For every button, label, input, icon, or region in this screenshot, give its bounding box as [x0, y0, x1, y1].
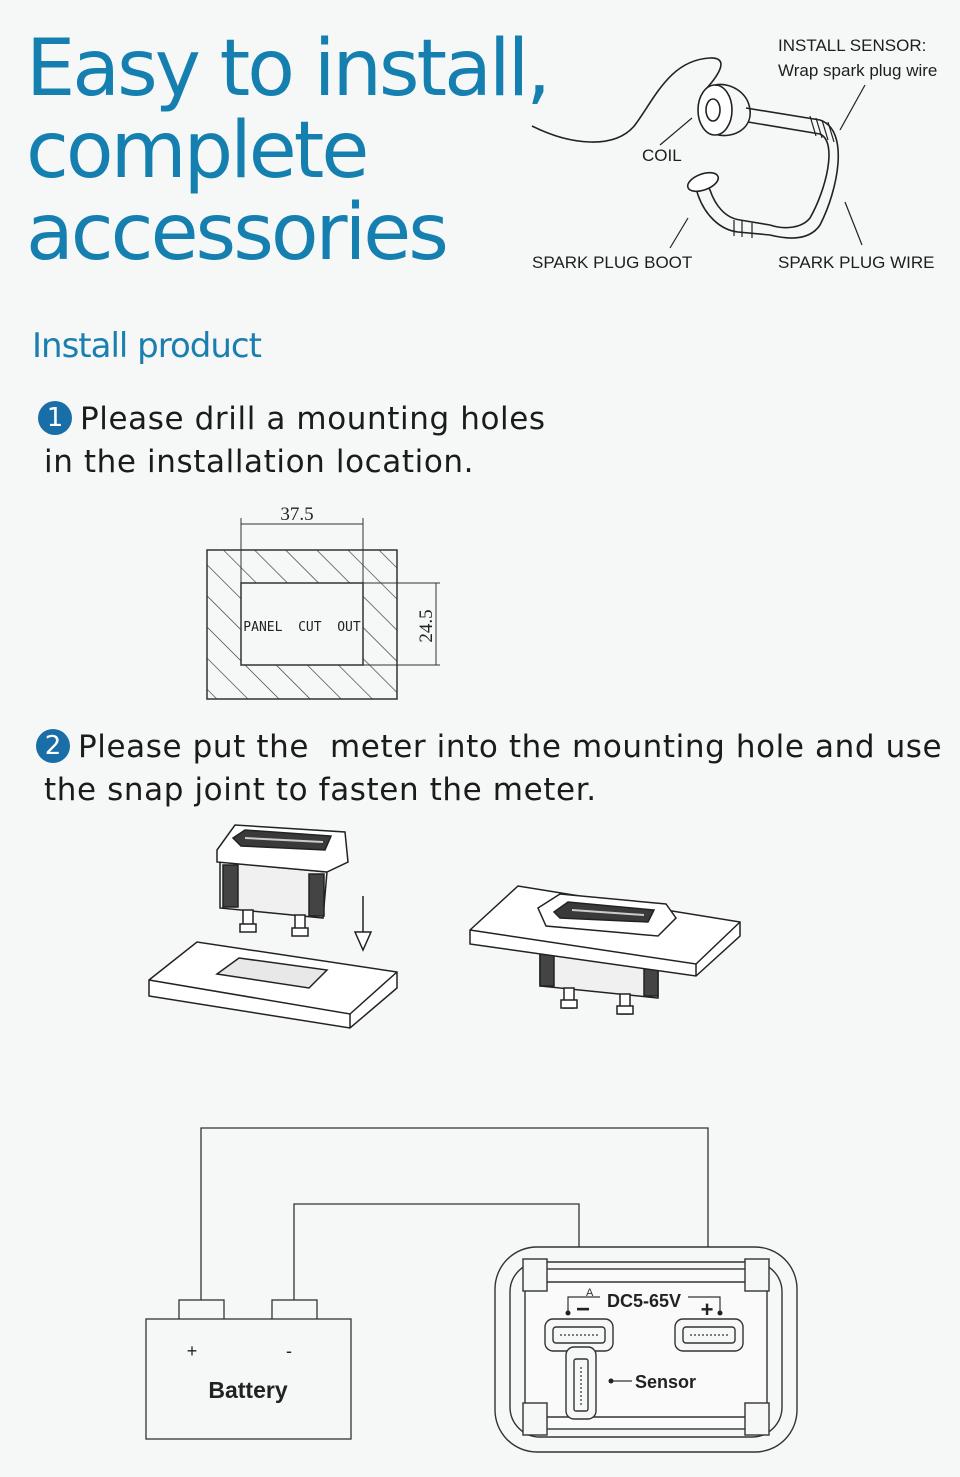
cutout-height-label: 24.5	[416, 609, 437, 643]
panel-cutout-label: PANEL CUT OUT	[243, 620, 361, 635]
battery-plus-label: +	[186, 1341, 198, 1361]
battery-label: Battery	[208, 1377, 288, 1403]
step-1-text-line-1: Please drill a mounting holes	[80, 401, 546, 437]
step-1	[38, 398, 546, 484]
battery-minus-label: -	[286, 1341, 292, 1361]
hero-line-2: complete	[26, 106, 367, 196]
spark-plug-wire-label: SPARK PLUG WIRE	[778, 253, 935, 272]
terminal-mark-label: A	[586, 1287, 594, 1299]
hero-line-3: accessories	[26, 188, 446, 278]
meter-back	[495, 1247, 797, 1452]
section-title: Install product	[32, 326, 261, 366]
meter-plus-label: +	[700, 1297, 714, 1322]
meter-minus-label: −	[575, 1296, 591, 1323]
step-1-text-line-2: in the installation location.	[44, 444, 475, 480]
step-2	[36, 726, 942, 812]
step-1-badge: 1	[38, 401, 72, 435]
step-2-badge: 2	[36, 729, 70, 763]
step-2-text-line-2: the snap joint to fasten the meter.	[44, 772, 597, 808]
install-sensor-label: INSTALL SENSOR:	[778, 36, 927, 55]
meter-insertion-diagram	[145, 820, 415, 1030]
battery	[146, 1300, 351, 1439]
hero-line-1: Easy to install,	[26, 24, 549, 114]
hero-title	[26, 24, 549, 278]
panel-cutout-diagram	[200, 496, 460, 706]
step-2-text-line-1: Please put the meter into the mounting hole and use	[78, 729, 943, 765]
sensor-install-diagram	[520, 30, 950, 290]
wrap-note-label: Wrap spark plug wire	[778, 61, 938, 80]
spark-plug-boot-label: SPARK PLUG BOOT	[532, 253, 693, 272]
wiring-diagram	[0, 1117, 960, 1477]
cutout-width-label: 37.5	[280, 504, 314, 525]
voltage-label: DC5-65V	[606, 1291, 682, 1311]
coil-label: COIL	[642, 146, 682, 165]
sensor-label: Sensor	[635, 1372, 697, 1392]
meter-installed-diagram	[468, 880, 758, 1030]
